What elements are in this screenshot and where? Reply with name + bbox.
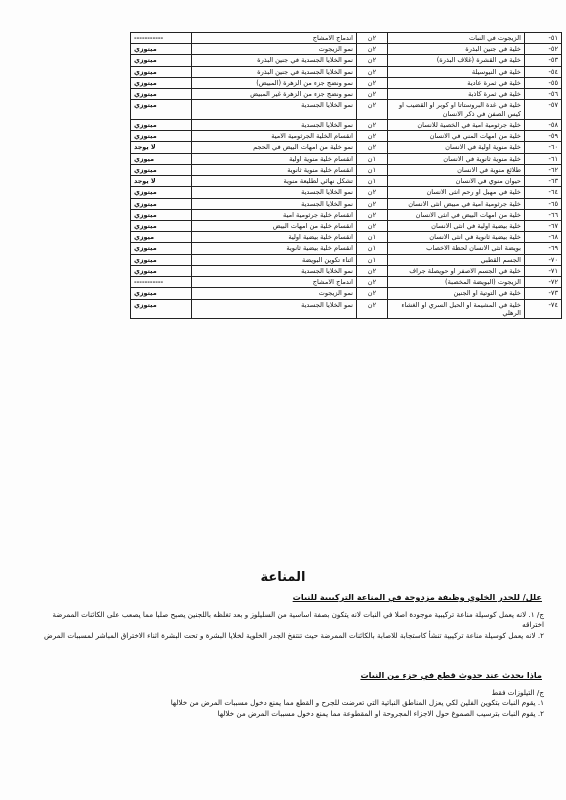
chromosome-type: ٢ن: [357, 100, 388, 119]
answer-plant-cut: [30, 688, 544, 719]
row-number: ٦٩-: [525, 243, 562, 254]
row-number: ٧٣-: [525, 288, 562, 299]
chromosome-type: ٢ن: [357, 119, 388, 130]
formation-process: تشكل نهائي لطليعة منوية: [192, 176, 357, 187]
row-number: ٥٧-: [525, 100, 562, 119]
formation-process: انقسام خلية جرثومية امية: [192, 209, 357, 220]
division-type: ميتوزي: [131, 288, 192, 299]
cell-name: خلية في القشرة (غلاف البذرة): [388, 55, 525, 66]
division-type: ميتوزي: [131, 66, 192, 77]
formation-process: انقسام خلية بيضية ثانوية: [192, 243, 357, 254]
chromosome-type: ٢ن: [357, 198, 388, 209]
chromosome-type: ٢ن: [357, 265, 388, 276]
division-type: ميتوزي: [131, 220, 192, 231]
table-row: [131, 277, 562, 288]
division-type: ميتوزي: [131, 265, 192, 276]
row-number: ٥٦-: [525, 89, 562, 100]
row-number: ٥٥-: [525, 77, 562, 88]
chromosome-type: ٢ن: [357, 220, 388, 231]
chromosome-type: ٢ن: [357, 89, 388, 100]
table-row: [131, 131, 562, 142]
formation-process: نمو الزيجوت: [192, 288, 357, 299]
cell-name: خلية من امهات المني في الانسان: [388, 131, 525, 142]
division-type: ميتوزي: [131, 198, 192, 209]
cell-name: طلائع منوية في الانسان: [388, 164, 525, 175]
formation-process: انقسام خلية من امهات البيض: [192, 220, 357, 231]
row-number: ٥٤-: [525, 66, 562, 77]
table-row: [131, 288, 562, 299]
table-row: [131, 299, 562, 318]
chromosome-type: ١ن: [357, 232, 388, 243]
row-number: ٥٢-: [525, 44, 562, 55]
table-row: [131, 254, 562, 265]
table-row: [131, 55, 562, 66]
division-type: ميتوزي: [131, 164, 192, 175]
row-number: ٦٣-: [525, 176, 562, 187]
formation-process: نمو الخلايا الجسدية في جنين البذرة: [192, 55, 357, 66]
question-cell-wall: علل/ للجدر الخلوي وظيفة مزدوجة في المناعة التركيبية للنبات: [292, 592, 542, 602]
formation-process: نمو الخلايا الجسدية: [192, 299, 357, 318]
chromosome-type: ١ن: [357, 243, 388, 254]
cell-name: خلية في التوتية او الجنين: [388, 288, 525, 299]
row-number: ٧٤-: [525, 299, 562, 318]
formation-process: نمو الزيجوت: [192, 44, 357, 55]
chromosome-type: ٢ن: [357, 77, 388, 88]
answer-line: ج/ ١. لانه يعمل كوسيلة مناعة تركيبية موجودة اصلا في النبات لانه يتكون بصفة اساسية من السليلوز و بعد تغلظه باللجنين يصبح صلبا مما يصعب على الكائنات الممرضة اختراقه: [52, 610, 544, 630]
row-number: ٧٢-: [525, 277, 562, 288]
table-row: [131, 198, 562, 209]
division-type: ميتوزي: [131, 55, 192, 66]
row-number: ٦٠-: [525, 142, 562, 153]
row-number: ٥٨-: [525, 119, 562, 130]
chromosome-type: ١ن: [357, 164, 388, 175]
division-type: -----------: [131, 33, 192, 44]
table-row: [131, 33, 562, 44]
chromosome-type: ٢ن: [357, 277, 388, 288]
division-type: ميتوزي: [131, 100, 192, 119]
table-row: [131, 153, 562, 164]
formation-process: انقسام خلية منوية اولية: [192, 153, 357, 164]
row-number: ٥٣-: [525, 55, 562, 66]
table-row: [131, 187, 562, 198]
formation-process: اندماج الامشاج: [192, 33, 357, 44]
cell-name: خلية بيضية اولية في انثى الانسان: [388, 220, 525, 231]
chromosome-type: ٢ن: [357, 142, 388, 153]
table-body: [131, 33, 562, 319]
table-row: [131, 77, 562, 88]
cell-name: خلية في المشيمة او الحبل السري او الغشاء الرهلي: [388, 299, 525, 318]
cell-name: خلية منوية اولية في الانسان: [388, 142, 525, 153]
row-number: ٥١-: [525, 33, 562, 44]
division-type: لا يوجد: [131, 176, 192, 187]
division-type: ميتوزي: [131, 299, 192, 318]
cell-name: الزيجوت في النبات: [388, 33, 525, 44]
division-type: ميتوزي: [131, 89, 192, 100]
section-title: المناعة: [260, 570, 306, 585]
cell-name: خلية بيضية ثانوية في انثى الانسان: [388, 232, 525, 243]
answer-cell-wall: [30, 610, 544, 641]
cell-division-table: [130, 32, 562, 319]
row-number: ٦٨-: [525, 232, 562, 243]
formation-process: نمو الخلايا الجسدية: [192, 100, 357, 119]
question-plant-cut: ماذا يحدث عند حدوث قطع في جزء من النبات: [360, 670, 542, 680]
table-row: [131, 89, 562, 100]
division-type: -----------: [131, 277, 192, 288]
cell-name: خلية في ثمرة كاذبة: [388, 89, 525, 100]
answer-line: ٢. يقوم النبات بترسيب الصموغ حول الاجزاء المجروحة او المقطوعة مما يمنع دخول مسببات المرض من خلالها: [217, 708, 544, 718]
cell-name: خلية في النيوسيلة: [388, 66, 525, 77]
chromosome-type: ٢ن: [357, 131, 388, 142]
chromosome-type: ١ن: [357, 153, 388, 164]
division-type: ميتوزي: [131, 44, 192, 55]
cell-name: خلية في جنين البذرة: [388, 44, 525, 55]
division-type: ميتوزي: [131, 187, 192, 198]
formation-process: نمو الخلايا الجسدية: [192, 187, 357, 198]
cell-name: خلية جرثومية امية في الخصية للانسان: [388, 119, 525, 130]
formation-process: انقسام خلية بيضية اولية: [192, 232, 357, 243]
row-number: ٧٠-: [525, 254, 562, 265]
table-row: [131, 209, 562, 220]
chromosome-type: ٢ن: [357, 66, 388, 77]
row-number: ٦٦-: [525, 209, 562, 220]
chromosome-type: ٢ن: [357, 44, 388, 55]
table-row: [131, 66, 562, 77]
formation-process: نمو ونضج جزء من الزهرة (المبيض): [192, 77, 357, 88]
row-number: ٧١-: [525, 265, 562, 276]
answer-line: ج/ التيلوزات فقط: [491, 688, 544, 697]
table-row: [131, 243, 562, 254]
division-type: ميتوزي: [131, 254, 192, 265]
division-type: ميتوزي: [131, 119, 192, 130]
cell-name: بويضة انثى الانسان لحظة الاخصاب: [388, 243, 525, 254]
formation-process: نمو الخلايا الجسدية: [192, 119, 357, 130]
formation-process: اثناء تكوين البويضة: [192, 254, 357, 265]
table-row: [131, 176, 562, 187]
cell-name: خلية في الجسم الاصفر او حويصلة جراف: [388, 265, 525, 276]
division-type: ميتوزي: [131, 243, 192, 254]
cell-name: الجسم القطبي: [388, 254, 525, 265]
formation-process: اندماج الامشاج: [192, 277, 357, 288]
table-row: [131, 100, 562, 119]
chromosome-type: ١ن: [357, 254, 388, 265]
division-type: لا يوجد: [131, 142, 192, 153]
division-type: ميتوزي: [131, 131, 192, 142]
cell-name: خلية من امهات البيض في انثى الانسان: [388, 209, 525, 220]
chromosome-type: ٢ن: [357, 187, 388, 198]
row-number: ٦٧-: [525, 220, 562, 231]
cell-name: الزيجوت (البويضة المخصبة): [388, 277, 525, 288]
table-row: [131, 119, 562, 130]
table-row: [131, 164, 562, 175]
chromosome-type: ٢ن: [357, 33, 388, 44]
chromosome-type: ١ن: [357, 176, 388, 187]
formation-process: نمو خلية من امهات البيض في الحجم: [192, 142, 357, 153]
cell-name: خلية في غدة البروستاتا او كوبر او القضيب او كيس الصفن في ذكر الانسان: [388, 100, 525, 119]
formation-process: نمو الخلايا الجسدية: [192, 198, 357, 209]
answer-line: ١. يقوم النبات بتكوين الفلين لكي يعزل المناطق النباتية التي تعرضت للجرح و القطع مما يمنع دخول مسببات المرض من خلالها: [170, 698, 544, 708]
formation-process: نمو ونضج جزء من الزهرة غير المبيض: [192, 89, 357, 100]
cell-name: خلية في ثمرة عادية: [388, 77, 525, 88]
formation-process: نمو الخلايا الجسدية في جنين البذرة: [192, 66, 357, 77]
table-row: [131, 232, 562, 243]
row-number: ٥٩-: [525, 131, 562, 142]
cell-name: حيوان منوي في الانسان: [388, 176, 525, 187]
chromosome-type: ٢ن: [357, 299, 388, 318]
table-row: [131, 220, 562, 231]
division-type: ميتوزي: [131, 209, 192, 220]
row-number: ٦٤-: [525, 187, 562, 198]
answer-line: ٢. لانه يعمل كوسيلة مناعة تركيبية تنشأ كاستجابة للاصابة بالكائنات الممرضة حيث تنتفخ الجدر الخلوية لخلايا البشرة و تحت البشرة اثناء الاختراق المباشر لمسببات المرض: [44, 630, 544, 640]
formation-process: نمو الخلايا الجسدية: [192, 265, 357, 276]
table-row: [131, 142, 562, 153]
division-type: ميوزي: [131, 153, 192, 164]
cell-name: خلية منوية ثانوية في الانسان: [388, 153, 525, 164]
formation-process: انقسام خلية منوية ثانوية: [192, 164, 357, 175]
chromosome-type: ٢ن: [357, 288, 388, 299]
table-row: [131, 265, 562, 276]
division-type: ميوزي: [131, 232, 192, 243]
cell-name: خلية جرثومية امية في مبيض انثى الانسان: [388, 198, 525, 209]
cell-name: خلية في مهبل او رحم انثى الانسان: [388, 187, 525, 198]
chromosome-type: ٢ن: [357, 55, 388, 66]
row-number: ٦١-: [525, 153, 562, 164]
row-number: ٦٥-: [525, 198, 562, 209]
chromosome-type: ٢ن: [357, 209, 388, 220]
table-row: [131, 44, 562, 55]
formation-process: انقسام الخلية الجرثومية الامية: [192, 131, 357, 142]
row-number: ٦٢-: [525, 164, 562, 175]
division-type: ميتوزي: [131, 77, 192, 88]
